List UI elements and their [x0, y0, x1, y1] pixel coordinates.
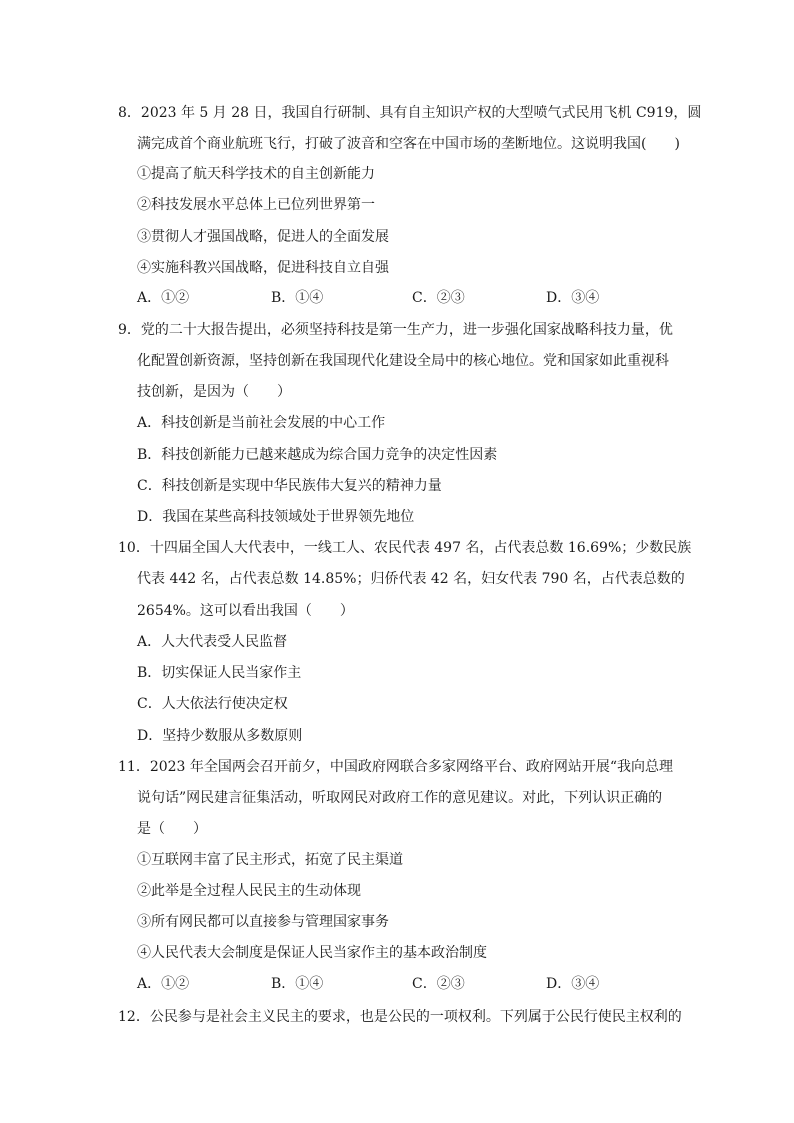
question-10-line-1: 10．十四届全国人大代表中，一线工人、农民代表 497 名，占代表总数 16.69%；少数民族 — [118, 540, 692, 556]
question-12-line-1: 12．公民参与是社会主义民主的要求，也是公民的一项权利。下列属于公民行使民主权利的 — [118, 1009, 682, 1025]
question-11-choices — [137, 974, 677, 994]
question-11-statement-4: ④人民代表大会制度是保证人民当家作主的基本政治制度 — [137, 945, 487, 961]
question-8-statement-3: ③贯彻人才强国战略，促进人的全面发展 — [137, 229, 389, 245]
question-8-choices — [137, 288, 677, 308]
question-11-choice-d[interactable]: D．③④ — [546, 976, 600, 992]
question-8-choice-a[interactable]: A．①② — [137, 290, 190, 306]
question-10-line-2: 代表 442 名，占代表总数 14.85%；归侨代表 42 名，妇女代表 790 名，占代表总数的 — [137, 571, 685, 587]
question-10-line-3: 2654%。这可以看出我国（ ） — [137, 603, 354, 619]
question-10-option-a[interactable]: A．人大代表受人民监督 — [137, 634, 288, 650]
question-9-line-2: 化配置创新资源，坚持创新在我国现代化建设全局中的核心地位。党和国家如此重视科 — [137, 353, 669, 369]
question-11-statement-3: ③所有网民都可以直接参与管理国家事务 — [137, 914, 389, 930]
question-8-choice-b[interactable]: B．①④ — [271, 290, 324, 306]
question-9-option-a[interactable]: A．科技创新是当前社会发展的中心工作 — [137, 415, 386, 431]
question-8-statement-2: ②科技发展水平总体上已位列世界第一 — [137, 197, 375, 213]
question-11-choice-c[interactable]: C．②③ — [412, 976, 465, 992]
question-11-line-3: 是（ ） — [137, 821, 207, 837]
question-11-line-1: 11．2023 年全国两会召开前夕，中国政府网联合多家网络平台、政府网站开展“我向总理 — [118, 759, 674, 775]
question-10-option-b[interactable]: B．切实保证人民当家作主 — [137, 665, 302, 681]
question-10-option-c[interactable]: C．人大依法行使决定权 — [137, 696, 288, 712]
question-8-statement-1: ①提高了航天科学技术的自主创新能力 — [137, 166, 375, 182]
question-8-line-2: 满完成首个商业航班飞行，打破了波音和空客在中国市场的垄断地位。这说明我国( ) — [137, 136, 680, 152]
question-9-line-3: 技创新，是因为（ ） — [137, 384, 291, 400]
question-10-option-d[interactable]: D．坚持少数服从多数原则 — [137, 728, 303, 744]
question-9-line-1: 9．党的二十大报告提出，必须坚持科技是第一生产力，进一步强化国家战略科技力量，优 — [118, 322, 673, 338]
question-8-line-1: 8．2023 年 5 月 28 日，我国自行研制、具有自主知识产权的大型喷气式民用飞机 C919，圆 — [118, 105, 702, 121]
question-11-statement-1: ①互联网丰富了民主形式，拓宽了民主渠道 — [137, 852, 403, 868]
question-9-option-c[interactable]: C．科技创新是实现中华民族伟大复兴的精神力量 — [137, 478, 442, 494]
question-11-choice-b[interactable]: B．①④ — [271, 976, 324, 992]
question-9-option-d[interactable]: D．我国在某些高科技领域处于世界领先地位 — [137, 509, 415, 525]
question-11-line-2: 说句话”网民建言征集活动，听取网民对政府工作的意见建议。对此，下列认识正确的 — [137, 790, 663, 806]
question-8-choice-d[interactable]: D．③④ — [546, 290, 600, 306]
question-11-statement-2: ②此举是全过程人民民主的生动体现 — [137, 883, 361, 899]
question-8-choice-c[interactable]: C．②③ — [412, 290, 465, 306]
question-8-statement-4: ④实施科教兴国战略，促进科技自立自强 — [137, 260, 389, 276]
question-9-option-b[interactable]: B．科技创新能力已越来越成为综合国力竞争的决定性因素 — [137, 447, 498, 463]
question-11-choice-a[interactable]: A．①② — [137, 976, 190, 992]
